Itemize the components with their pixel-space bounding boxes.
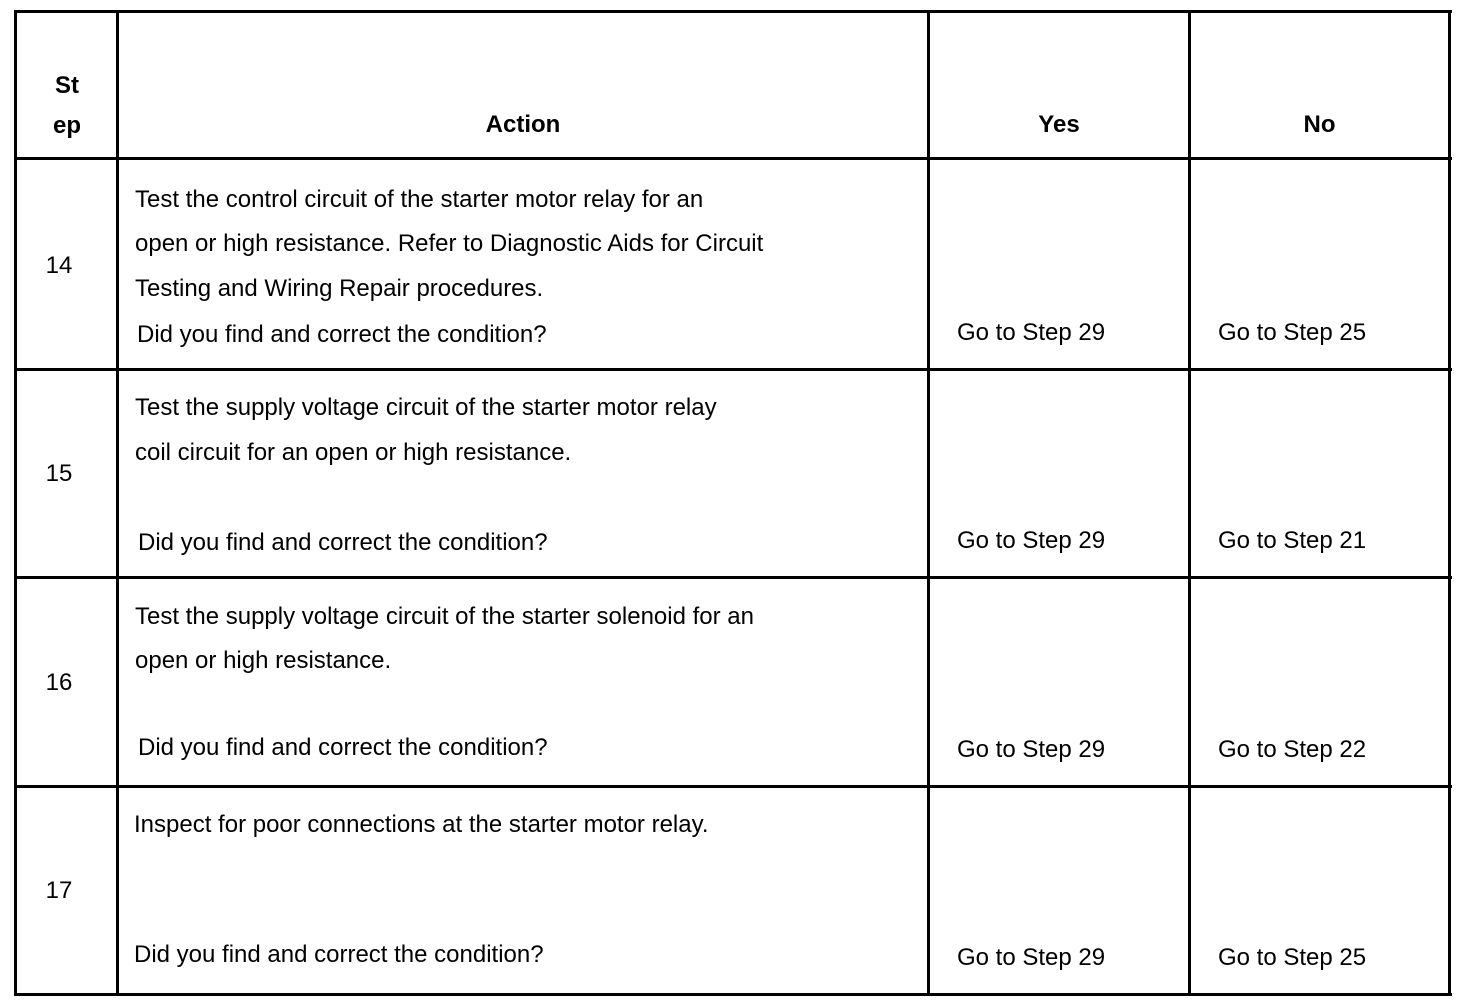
column-divider <box>116 10 119 996</box>
no-result: Go to Step 22 <box>1218 736 1367 763</box>
step-number: 14 <box>45 252 73 279</box>
action-question: Did you find and correct the condition? <box>137 321 547 348</box>
table-border-left <box>14 10 17 996</box>
column-divider <box>1188 10 1191 996</box>
yes-result: Go to Step 29 <box>957 527 1106 554</box>
action-question: Did you find and correct the condition? <box>138 529 548 556</box>
action-text-line: Test the supply voltage circuit of the starter motor relay <box>135 394 717 421</box>
step-number: 16 <box>45 669 73 696</box>
yes-result: Go to Step 29 <box>957 736 1106 763</box>
action-text-line: Inspect for poor connections at the starter motor relay. <box>134 811 709 838</box>
header-yes: Yes <box>1038 111 1080 138</box>
yes-result: Go to Step 29 <box>957 944 1106 971</box>
action-text-line: Testing and Wiring Repair procedures. <box>135 275 544 302</box>
header-divider <box>14 157 1452 160</box>
action-text-line: open or high resistance. Refer to Diagnostic Aids for Circuit <box>135 230 764 257</box>
header-action: Action <box>485 111 561 138</box>
step-number: 15 <box>45 460 73 487</box>
no-result: Go to Step 25 <box>1218 319 1367 346</box>
row-divider <box>14 368 1452 371</box>
action-question: Did you find and correct the condition? <box>134 941 544 968</box>
table-border-right <box>1448 10 1451 996</box>
row-divider <box>14 785 1452 788</box>
no-result: Go to Step 21 <box>1218 527 1367 554</box>
step-number: 17 <box>45 877 73 904</box>
yes-result: Go to Step 29 <box>957 319 1106 346</box>
action-text-line: open or high resistance. <box>135 647 392 674</box>
header-no: No <box>1303 111 1336 138</box>
column-divider <box>927 10 930 996</box>
row-divider <box>14 576 1452 579</box>
table-border-top <box>14 10 1452 13</box>
table-border-bottom <box>14 993 1452 996</box>
action-text-line: coil circuit for an open or high resistance. <box>135 439 572 466</box>
header-step-line2: ep <box>52 112 81 139</box>
action-question: Did you find and correct the condition? <box>138 734 548 761</box>
action-text-line: Test the supply voltage circuit of the starter solenoid for an <box>135 603 754 630</box>
action-text-line: Test the control circuit of the starter motor relay for an <box>135 186 704 213</box>
no-result: Go to Step 25 <box>1218 944 1367 971</box>
header-step-line1: St <box>55 72 79 99</box>
